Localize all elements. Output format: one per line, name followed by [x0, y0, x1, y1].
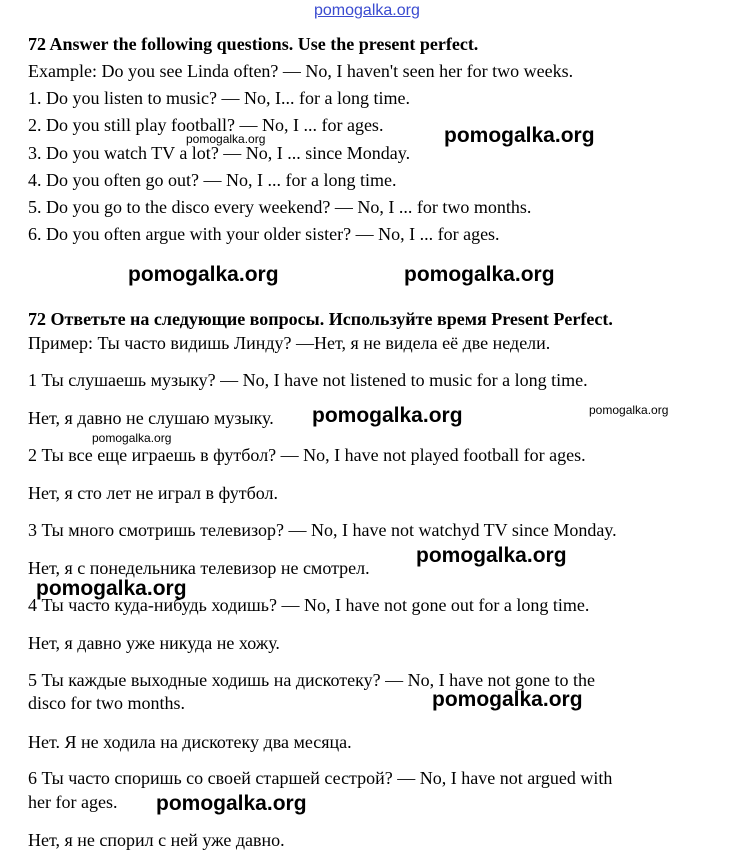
- watermark: pomogalka.org: [312, 404, 463, 427]
- english-item-2: 2. Do you still play football? — No, I ... for ages.: [28, 115, 384, 135]
- answer-4-translation: Нет, я давно уже никуда не хожу.: [28, 633, 280, 653]
- watermark: pomogalka.org: [589, 403, 669, 417]
- english-item-6: 6. Do you often argue with your older sister? — No, I ... for ages.: [28, 224, 500, 244]
- answer-2-question: 2 Ты все еще играешь в футбол? — No, I have not played football for ages.: [28, 445, 586, 465]
- watermark: pomogalka.org: [432, 688, 583, 711]
- watermark: pomogalka.org: [404, 263, 555, 286]
- answer-3-translation: Нет, я с понедельника телевизор не смотрел.: [28, 558, 370, 578]
- russian-title: 72 Ответьте на следующие вопросы. Используйте время Present Perfect.: [28, 309, 613, 329]
- watermark: pomogalka.org: [36, 577, 187, 600]
- watermark: pomogalka.org: [92, 431, 172, 445]
- watermark: pomogalka.org: [416, 544, 567, 567]
- watermark: pomogalka.org: [156, 792, 307, 815]
- answer-6-question-line2: her for ages.: [28, 792, 118, 812]
- answer-6-question-line1: 6 Ты часто споришь со своей старшей сестрой? — No, I have not argued with: [28, 768, 613, 788]
- english-item-4: 4. Do you often go out? — No, I ... for a long time.: [28, 170, 397, 190]
- answer-1-translation: Нет, я давно не слушаю музыку.: [28, 408, 274, 428]
- russian-example: Пример: Ты часто видишь Линду? —Нет, я не видела её две недели.: [28, 333, 551, 353]
- watermark: pomogalka.org: [444, 124, 595, 147]
- answer-5-question-line2: disco for two months.: [28, 693, 185, 713]
- watermark: pomogalka.org: [128, 263, 279, 286]
- answer-2-translation: Нет, я сто лет не играл в футбол.: [28, 483, 278, 503]
- answer-5-translation: Нет. Я не ходила на дискотеку два месяца.: [28, 732, 352, 752]
- english-item-1: 1. Do you listen to music? — No, I... for a long time.: [28, 88, 410, 108]
- answer-5-question-line1: 5 Ты каждые выходные ходишь на дискотеку? — No, I have not gone to the: [28, 670, 596, 690]
- english-example: Example: Do you see Linda often? — No, I haven't seen her for two weeks.: [28, 61, 574, 81]
- answer-6-translation: Нет, я не спорил с ней уже давно.: [28, 830, 285, 850]
- answer-1-question: 1 Ты слушаешь музыку? — No, I have not listened to music for a long time.: [28, 370, 588, 390]
- english-item-3: 3. Do you watch TV a lot? — No, I ... since Monday.: [28, 143, 411, 163]
- header-site-link[interactable]: pomogalka.org: [314, 2, 420, 19]
- english-item-5: 5. Do you go to the disco every weekend? — No, I ... for two months.: [28, 197, 532, 217]
- answer-4-question: 4 Ты часто куда-нибудь ходишь? — No, I have not gone out for a long time.: [28, 595, 590, 615]
- answer-3-question: 3 Ты много смотришь телевизор? — No, I have not watchyd TV since Monday.: [28, 520, 617, 540]
- watermark: pomogalka.org: [186, 132, 266, 146]
- english-title: 72 Answer the following questions. Use the present perfect.: [28, 34, 479, 54]
